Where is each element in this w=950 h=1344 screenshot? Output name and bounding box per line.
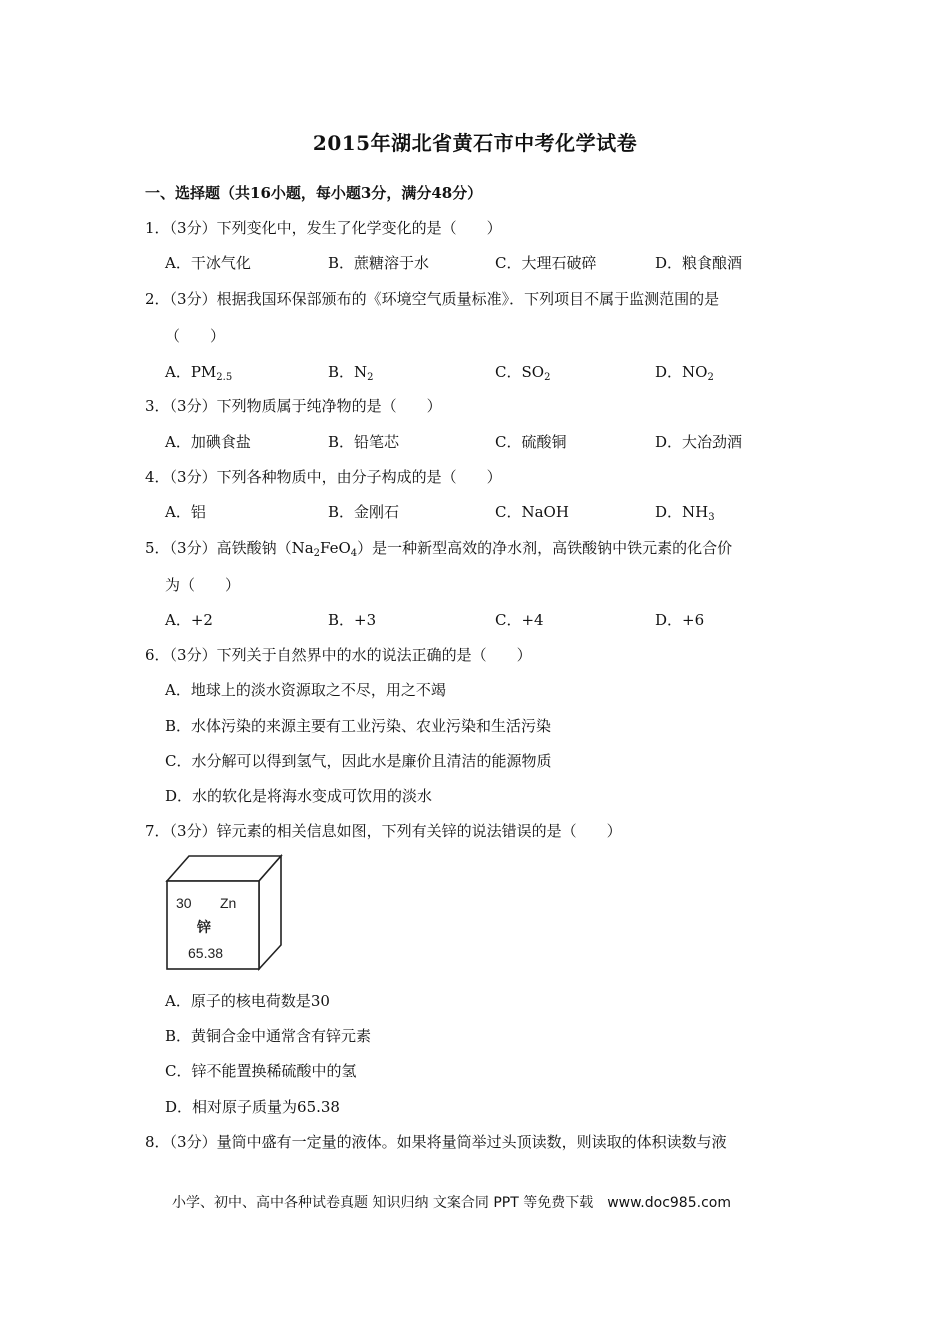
question-5-option-a: A．+2 [165,611,213,629]
question-3-option-d: D．大冶劲酒 [655,433,743,451]
question-2-stem-line2: （ ） [165,327,226,345]
zinc-name: 锌 [197,920,211,936]
question-6-stem: 6．（3分）下列关于自然界中的水的说法正确的是（ ） [145,646,532,664]
question-1-stem: 1．（3分）下列变化中，发生了化学变化的是（ ） [145,219,502,237]
question-4-option-c: C．NaOH [495,503,569,521]
question-1-option-b: B．蔗糖溶于水 [328,254,430,272]
question-3-option-b: B．铅笔芯 [328,433,400,451]
zinc-atomic-number: 30 [176,895,192,911]
question-2-option-b: B．$N_2$ [328,363,374,383]
question-1-option-a: A．干冰气化 [165,254,251,272]
question-6-option-d: D．水的软化是将海水变成可饮用的淡水 [165,787,433,805]
question-5-option-d: D．+6 [655,611,705,629]
question-2-stem-line1: 2．（3分）根据我国环保部颁布的《环境空气质量标准》．下列项目不属于监测范围的是 [145,290,720,308]
question-2-option-d: D．$NO_2$ [655,363,714,383]
question-2-option-c: C．$SO_2$ [495,363,551,383]
zinc-symbol: Zn [220,895,237,911]
question-3-stem: 3．（3分）下列物质属于纯净物的是（ ） [145,397,442,415]
page-title: 2015年湖北省黄石市中考化学试卷 [312,131,638,155]
question-6-option-c: C．水分解可以得到氢气，因此水是廉价且清洁的能源物质 [165,752,552,770]
question-7-option-c: C．锌不能置换稀硫酸中的氢 [165,1062,357,1080]
question-4-option-a: A．铝 [165,503,206,521]
question-7-option-d: D．相对原子质量为65.38 [165,1098,340,1116]
page-footer: 小学、初中、高中各种试卷真题 知识归纳 文案合同 PPT 等免费下载 www.doc985.com [172,1195,731,1211]
question-6-option-b: B．水体污染的来源主要有工业污染、农业污染和生活污染 [165,717,552,735]
question-4-option-b: B．金刚石 [328,503,400,521]
zinc-atomic-mass: 65.38 [188,945,224,961]
question-1-option-d: D．粮食酿酒 [655,254,743,272]
question-5-stem-line1: 5．（3分）高铁酸钠$(Na_2FeO_4)$是一种新型高效的净水剂，高铁酸钠中铁元素的化合价 [145,539,733,559]
question-5-option-c: C．+4 [495,611,544,629]
question-7-option-b: B．黄铜合金中通常含有锌元素 [165,1027,372,1045]
question-3-option-c: C．硫酸铜 [495,433,567,451]
question-5-option-b: B．+3 [328,611,377,629]
question-4-stem: 4．（3分）下列各种物质中，由分子构成的是（ ） [145,468,502,486]
question-3-option-a: A．加碘食盐 [165,433,251,451]
zinc-element-card [165,853,283,971]
question-4-option-d: D．$NH_3$ [655,503,715,523]
question-6-option-a: A．地球上的淡水资源取之不尽，用之不竭 [165,681,446,699]
question-2-option-a: A．$PM_{2.5}$ [165,363,233,383]
question-8-stem: 8．（3分）量筒中盛有一定量的液体。如果将量筒举过头顶读数，则读取的体积读数与液 [145,1133,727,1151]
question-7-stem: 7．（3分）锌元素的相关信息如图，下列有关锌的说法错误的是（ ） [145,822,622,840]
question-7-option-a: A．原子的核电荷数是30 [165,992,330,1010]
section-heading: 一、选择题（共16小题，每小题3分，满分48分） [145,184,483,202]
question-5-stem-line2: 为（ ） [165,576,241,594]
question-1-option-c: C．大理石破碎 [495,254,597,272]
